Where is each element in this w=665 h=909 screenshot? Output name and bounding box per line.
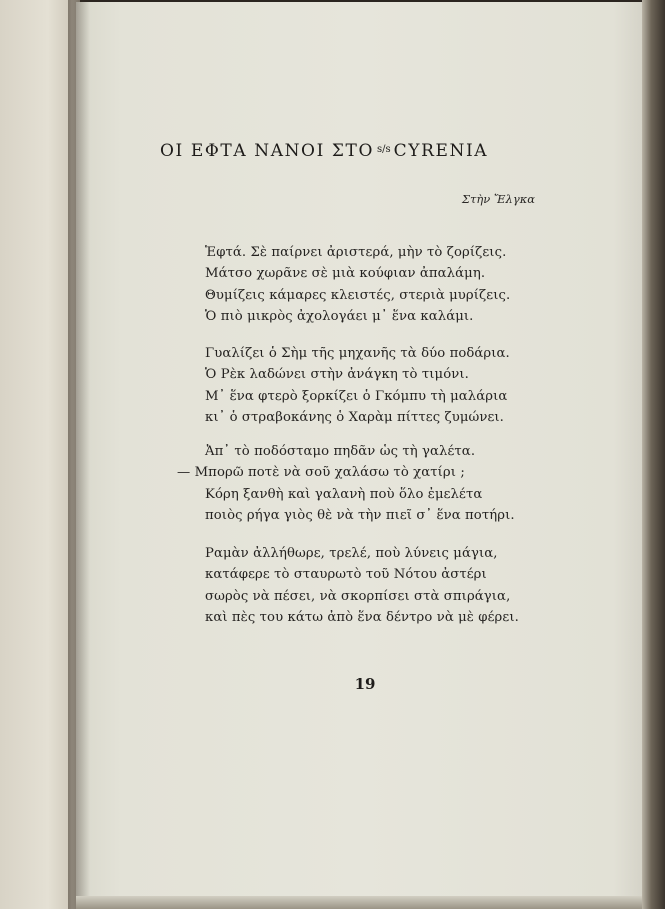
verse-line: σωρὸς νὰ πέσει, νὰ σκορπίσει στὰ σπιράγια, bbox=[205, 588, 511, 604]
verse-line: κι᾽ ὁ στραβοκάνης ὁ Χαρὰμ πίττες ζυμώνει. bbox=[205, 409, 504, 425]
verse-line: Μ᾽ ἕνα φτερὸ ξορκίζει ὁ Γκόμπυ τὴ μαλάρια bbox=[205, 388, 508, 404]
stanza-3 bbox=[177, 441, 545, 526]
page-edge bbox=[642, 0, 665, 909]
poem-title-ship-prefix: s/s bbox=[377, 144, 391, 155]
verse-line: Ὁ Ρὲκ λαδώνει στὴν ἀνάγκη τὸ τιμόνι. bbox=[205, 367, 469, 383]
verse-line: Ὁ πιὸ μικρὸς ἀχολογάει μ᾽ ἕνα καλάμι. bbox=[205, 308, 474, 324]
verse-line: Θυμίζεις κάμαρες κλειστές, στεριὰ μυρίζεις. bbox=[205, 287, 511, 303]
poem-title-main: ΟΙ ΕΦΤΑ ΝΑΝΟΙ ΣΤΟ bbox=[160, 141, 375, 161]
dedication: Στὴν Ἔλγκα bbox=[461, 192, 535, 206]
stanza-4 bbox=[205, 543, 545, 628]
verse-line: Ραμὰν ἀλλήθωρε, τρελέ, ποὺ λύνεις μάγια, bbox=[205, 546, 498, 561]
stanza-1 bbox=[205, 242, 545, 327]
verse-line: Γυαλίζει ὁ Σὴμ τῆς μηχανῆς τὰ δύο ποδάρια. bbox=[205, 346, 510, 361]
poem-title bbox=[160, 141, 550, 161]
poem-title-ship: CYRENIA bbox=[393, 141, 489, 161]
page-number: 19 bbox=[354, 675, 376, 693]
spine-shadow bbox=[68, 0, 90, 909]
verse-line: Κόρη ξανθὴ καὶ γαλανὴ ποὺ ὅλο ἐμελέτα bbox=[205, 486, 483, 502]
verse-line: ποιὸς ρήγα γιὸς θὲ νὰ τὴν πιεῖ σ᾽ ἕνα ποτήρι. bbox=[205, 507, 515, 523]
verse-line: Ἑφτά. Σὲ παίρνει ἀριστερά, μὴν τὸ ζορίζεις. bbox=[205, 245, 507, 260]
stanza-2 bbox=[205, 343, 545, 428]
verse-line: Ἀπ᾽ τὸ ποδόσταμο πηδᾶν ὡς τὴ γαλέτα. bbox=[205, 444, 476, 459]
verse-line: — Μπορῶ ποτὲ νὰ σοῦ χαλάσω τὸ χατίρι ; bbox=[177, 465, 465, 481]
verse-line: καὶ πὲς του κάτω ἀπὸ ἕνα δέντρο νὰ μὲ φέρει. bbox=[205, 609, 519, 625]
page-bottom-edge bbox=[76, 896, 642, 909]
verse-line: Μάτσο χωρᾶνε σὲ μιὰ κούφιαν ἀπαλάμη. bbox=[205, 266, 486, 282]
verse-line: κατάφερε τὸ σταυρωτὸ τοῦ Νότου ἀστέρι bbox=[205, 567, 487, 583]
